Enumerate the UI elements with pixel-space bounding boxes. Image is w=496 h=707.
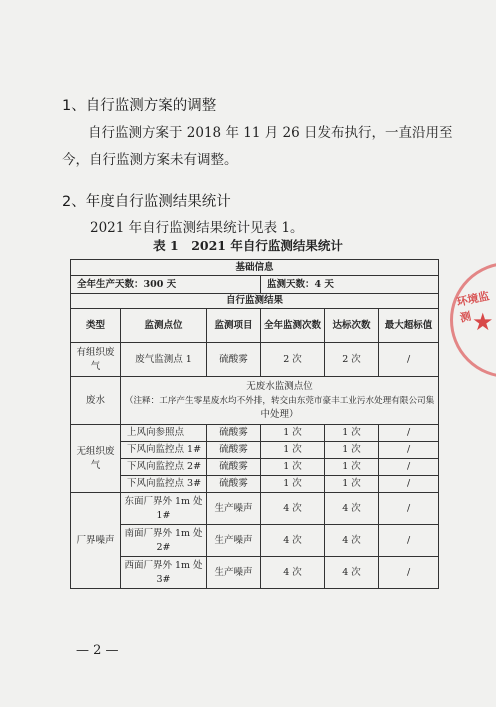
table-caption: 表 1 2021 年自行监测结果统计 [153,238,343,253]
item-cell: 硫酸雾 [207,476,261,493]
times-cell: 2 次 [261,343,325,377]
max-cell: / [379,459,439,476]
item-cell: 生产噪声 [207,493,261,525]
section-2-body: 2021 年自行监测结果统计见表 1。 [90,220,304,236]
item-cell: 硫酸雾 [207,343,261,377]
pass-cell: 1 次 [325,442,379,459]
point-cell [121,525,207,557]
column-header-pass: 达标次数 [325,309,379,343]
wastewater-note-line1: 无废水监测点位 [246,380,313,392]
column-header-times: 全年监测次数 [261,309,325,343]
table-row [71,442,439,459]
section-1-body-line1: 自行监测方案于 2018 年 11 月 26 日发布执行，一直沿用至 [88,125,453,141]
type-cell: 无组织废气 [71,425,121,493]
column-header-max: 最大超标值 [379,309,439,343]
wastewater-note [121,377,439,425]
point-cell-line2: 2# [156,541,171,553]
point-cell [121,493,207,525]
point-cell-line2: 1# [156,509,171,521]
max-cell: / [379,425,439,442]
column-header-type: 类型 [71,309,121,343]
pass-cell: 1 次 [325,476,379,493]
item-cell: 生产噪声 [207,557,261,589]
production-days: 全年生产天数：300 天 [71,276,261,294]
table-row [71,459,439,476]
item-cell: 硫酸雾 [207,459,261,476]
table-row [71,377,439,425]
point-cell: 下风向监控点 1# [121,442,207,459]
max-cell: / [379,476,439,493]
page-number: — 2 — [76,643,119,658]
table-row [71,476,439,493]
point-cell [121,557,207,589]
type-cell: 厂界噪声 [71,493,121,589]
times-cell: 4 次 [261,557,325,589]
seal-text: 环境监测 [455,289,491,325]
section-2-title: 2、年度自行监测结果统计 [62,194,231,210]
table-header-results: 自行监测结果 [71,294,439,309]
item-cell: 硫酸雾 [207,425,261,442]
times-cell: 1 次 [261,459,325,476]
monitoring-days: 监测天数：4 天 [261,276,439,294]
type-cell: 有组织废气 [71,343,121,377]
point-cell: 下风向监控点 2# [121,459,207,476]
point-cell: 上风向参照点 [121,425,207,442]
max-cell: / [379,442,439,459]
column-header-point: 监测点位 [121,309,207,343]
item-cell: 生产噪声 [207,525,261,557]
pass-cell: 1 次 [325,425,379,442]
max-cell: / [379,525,439,557]
pass-cell: 4 次 [325,557,379,589]
times-cell: 1 次 [261,442,325,459]
times-cell: 4 次 [261,493,325,525]
point-cell: 下风向监控点 3# [121,476,207,493]
section-1-body-line2: 今，自行监测方案未有调整。 [62,152,238,168]
item-cell: 硫酸雾 [207,442,261,459]
pass-cell: 2 次 [325,343,379,377]
table-row [71,557,439,589]
max-cell: / [379,557,439,589]
point-cell-line1: 南面厂界外 1m 处 [124,527,203,539]
table-row [71,343,439,377]
type-cell: 废水 [71,377,121,425]
times-cell: 1 次 [261,425,325,442]
max-cell: / [379,493,439,525]
max-cell: / [379,343,439,377]
table-header-basic-info: 基础信息 [71,260,439,276]
pass-cell: 1 次 [325,459,379,476]
seal-star-icon: ★ [472,308,494,336]
wastewater-note-line3: 中处理） [260,408,299,420]
times-cell: 4 次 [261,525,325,557]
table-row [71,425,439,442]
table-row [71,493,439,525]
point-cell-line1: 东面厂界外 1m 处 [124,495,203,507]
column-header-item: 监测项目 [207,309,261,343]
times-cell: 1 次 [261,476,325,493]
point-cell-line1: 西面厂界外 1m 处 [124,559,203,571]
table-row [71,525,439,557]
section-1-title: 1、自行监测方案的调整 [62,98,217,114]
point-cell: 废气监测点 1 [121,343,207,377]
pass-cell: 4 次 [325,493,379,525]
monitoring-results-table [70,259,439,589]
wastewater-note-line2: （注释：工序产生零星废水均不外排，转交由东莞市豪丰工业污水处理有限公司集 [124,395,435,406]
point-cell-line2: 3# [156,573,171,585]
pass-cell: 4 次 [325,525,379,557]
